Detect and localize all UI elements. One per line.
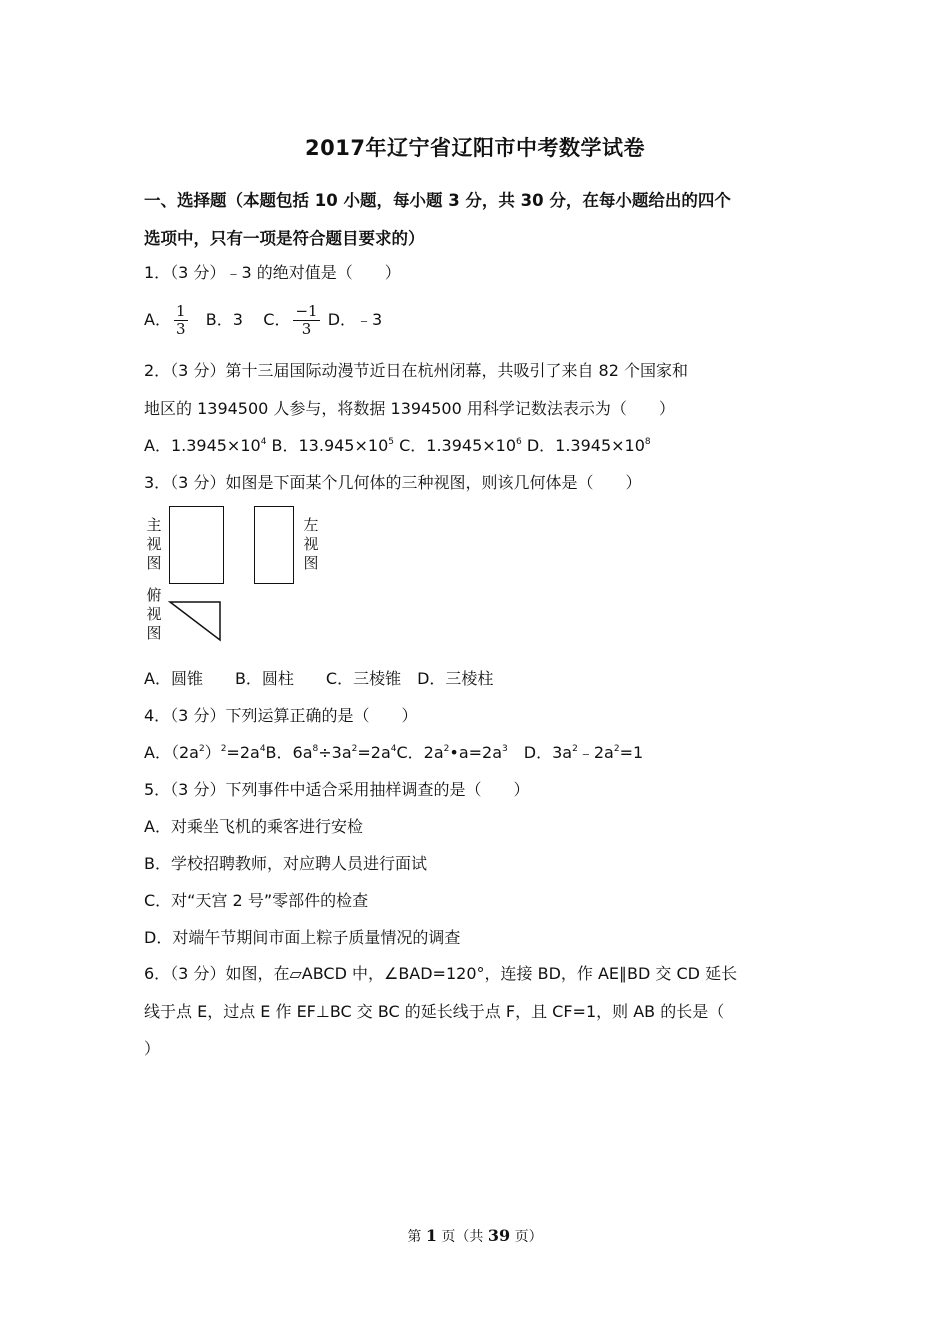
- front-view-label: 主视图: [146, 516, 162, 572]
- q4-d-eq: =1: [619, 743, 644, 762]
- q3-options: A．圆锥 B．圆柱 C．三棱锥 D．三棱柱: [144, 669, 494, 688]
- q1-c-numerator: −1: [295, 302, 318, 320]
- q1-option-d: D．﹣3: [327, 310, 383, 329]
- q4-c-exp2: 3: [502, 744, 508, 754]
- footer-suffix: 页）: [510, 1229, 543, 1245]
- q2-a-exponent: 4: [260, 437, 267, 447]
- q5-option-b: B．学校招聘教师，对应聘人员进行面试: [144, 854, 427, 873]
- q4-a-mid: ）: [204, 743, 221, 762]
- q4-options: [144, 742, 643, 764]
- q1-option-b: B．3: [205, 310, 243, 329]
- side-view-label: 左视图: [303, 516, 319, 572]
- q4-option-b: B．6a: [265, 743, 313, 762]
- footer-prefix: 第: [407, 1229, 426, 1245]
- q1-c-denominator: 3: [301, 320, 312, 338]
- q5-option-c: C．对“天宫 2 号”零部件的检查: [144, 891, 369, 910]
- q4-option-c: C．2a: [396, 743, 444, 762]
- q1-option-a-label: A．: [144, 310, 171, 329]
- q4-d-exp2: 2: [613, 744, 620, 754]
- top-view-triangle: [166, 598, 226, 644]
- q4-d-exp1: 2: [572, 744, 578, 754]
- q1-options: [144, 300, 382, 340]
- q4-b-exp2: 2: [351, 744, 358, 754]
- q2-option-a: A．1.3945×10: [144, 436, 261, 455]
- q4-b-exp1: 8: [312, 744, 319, 754]
- q4-option-a: A．（2a: [144, 743, 199, 762]
- q2-option-b: B．13.945×10: [266, 436, 389, 455]
- footer-middle: 页（共: [436, 1229, 488, 1245]
- page-title: 2017年辽宁省辽阳市中考数学试卷: [305, 136, 645, 160]
- q2-options: [144, 435, 651, 457]
- q6-stem-line2: 线于点 E，过点 E 作 EF⊥BC 交 BC 的延长线于点 F，且 CF=1，则 AB 的长是（: [144, 1002, 725, 1021]
- footer-page-number: 1: [425, 1226, 437, 1245]
- q1-stem: 1．（3 分）﹣3 的绝对值是（ ）: [144, 263, 401, 282]
- q5-stem: 5．（3 分）下列事件中适合采用抽样调查的是（ ）: [144, 780, 530, 799]
- q4-c-mid: •a=2a: [449, 743, 503, 762]
- q3-stem: 3．（3 分）如图是下面某个几何体的三种视图，则该几何体是（ ）: [144, 473, 642, 492]
- q4-a-exp2: 2: [220, 744, 227, 754]
- q1-option-c-fraction: [293, 303, 319, 338]
- q4-a-exp1: 2: [198, 744, 205, 754]
- q1-option-c-label: C．: [263, 310, 291, 329]
- q4-b-exp3: 4: [390, 744, 397, 754]
- q4-stem: 4．（3 分）下列运算正确的是（ ）: [144, 706, 418, 725]
- q5-option-a: A．对乘坐飞机的乘客进行安检: [144, 817, 363, 836]
- section-heading-line2: 选项中，只有一项是符合题目要求的）: [144, 229, 425, 248]
- q1-a-denominator: 3: [175, 320, 186, 338]
- q4-option-d: D．3a: [507, 743, 573, 762]
- q2-d-exponent: 8: [644, 437, 651, 447]
- q5-option-d: D．对端午节期间市面上粽子质量情况的调查: [144, 928, 461, 947]
- q4-c-exp1: 2: [443, 744, 450, 754]
- q4-a-exp3: 4: [259, 744, 266, 754]
- q2-c-exponent: 6: [516, 437, 522, 447]
- page-footer: [0, 1226, 950, 1246]
- footer-total-pages: 39: [487, 1226, 511, 1245]
- q2-option-d: D．1.3945×10: [521, 436, 645, 455]
- q4-d-mid: ﹣2a: [577, 743, 614, 762]
- q4-b-mid: ÷3a: [318, 743, 352, 762]
- q1-a-numerator: 1: [175, 302, 186, 320]
- q2-option-c: C．1.3945×10: [394, 436, 517, 455]
- q6-stem-line3: ）: [144, 1039, 161, 1058]
- q1-option-a-fraction: [174, 303, 188, 338]
- q4-a-eq: =2a: [226, 743, 260, 762]
- side-view-rectangle: [254, 506, 294, 584]
- q2-stem-line2: 地区的 1394500 人参与，将数据 1394500 用科学记数法表示为（ ）: [144, 399, 675, 418]
- q4-b-eq: =2a: [357, 743, 391, 762]
- q2-b-exponent: 5: [388, 437, 394, 447]
- q6-stem-line1: 6．（3 分）如图，在▱ABCD 中，∠BAD=120°，连接 BD，作 AE∥BD 交 CD 延长: [144, 964, 738, 983]
- top-view-label: 俯视图: [146, 586, 162, 642]
- section-heading-line1: 一、选择题（本题包括 10 小题，每小题 3 分，共 30 分，在每小题给出的四个: [144, 191, 731, 210]
- front-view-rectangle: [169, 506, 224, 584]
- q2-stem-line1: 2．（3 分）第十三届国际动漫节近日在杭州闭幕，共吸引了来自 82 个国家和: [144, 361, 688, 380]
